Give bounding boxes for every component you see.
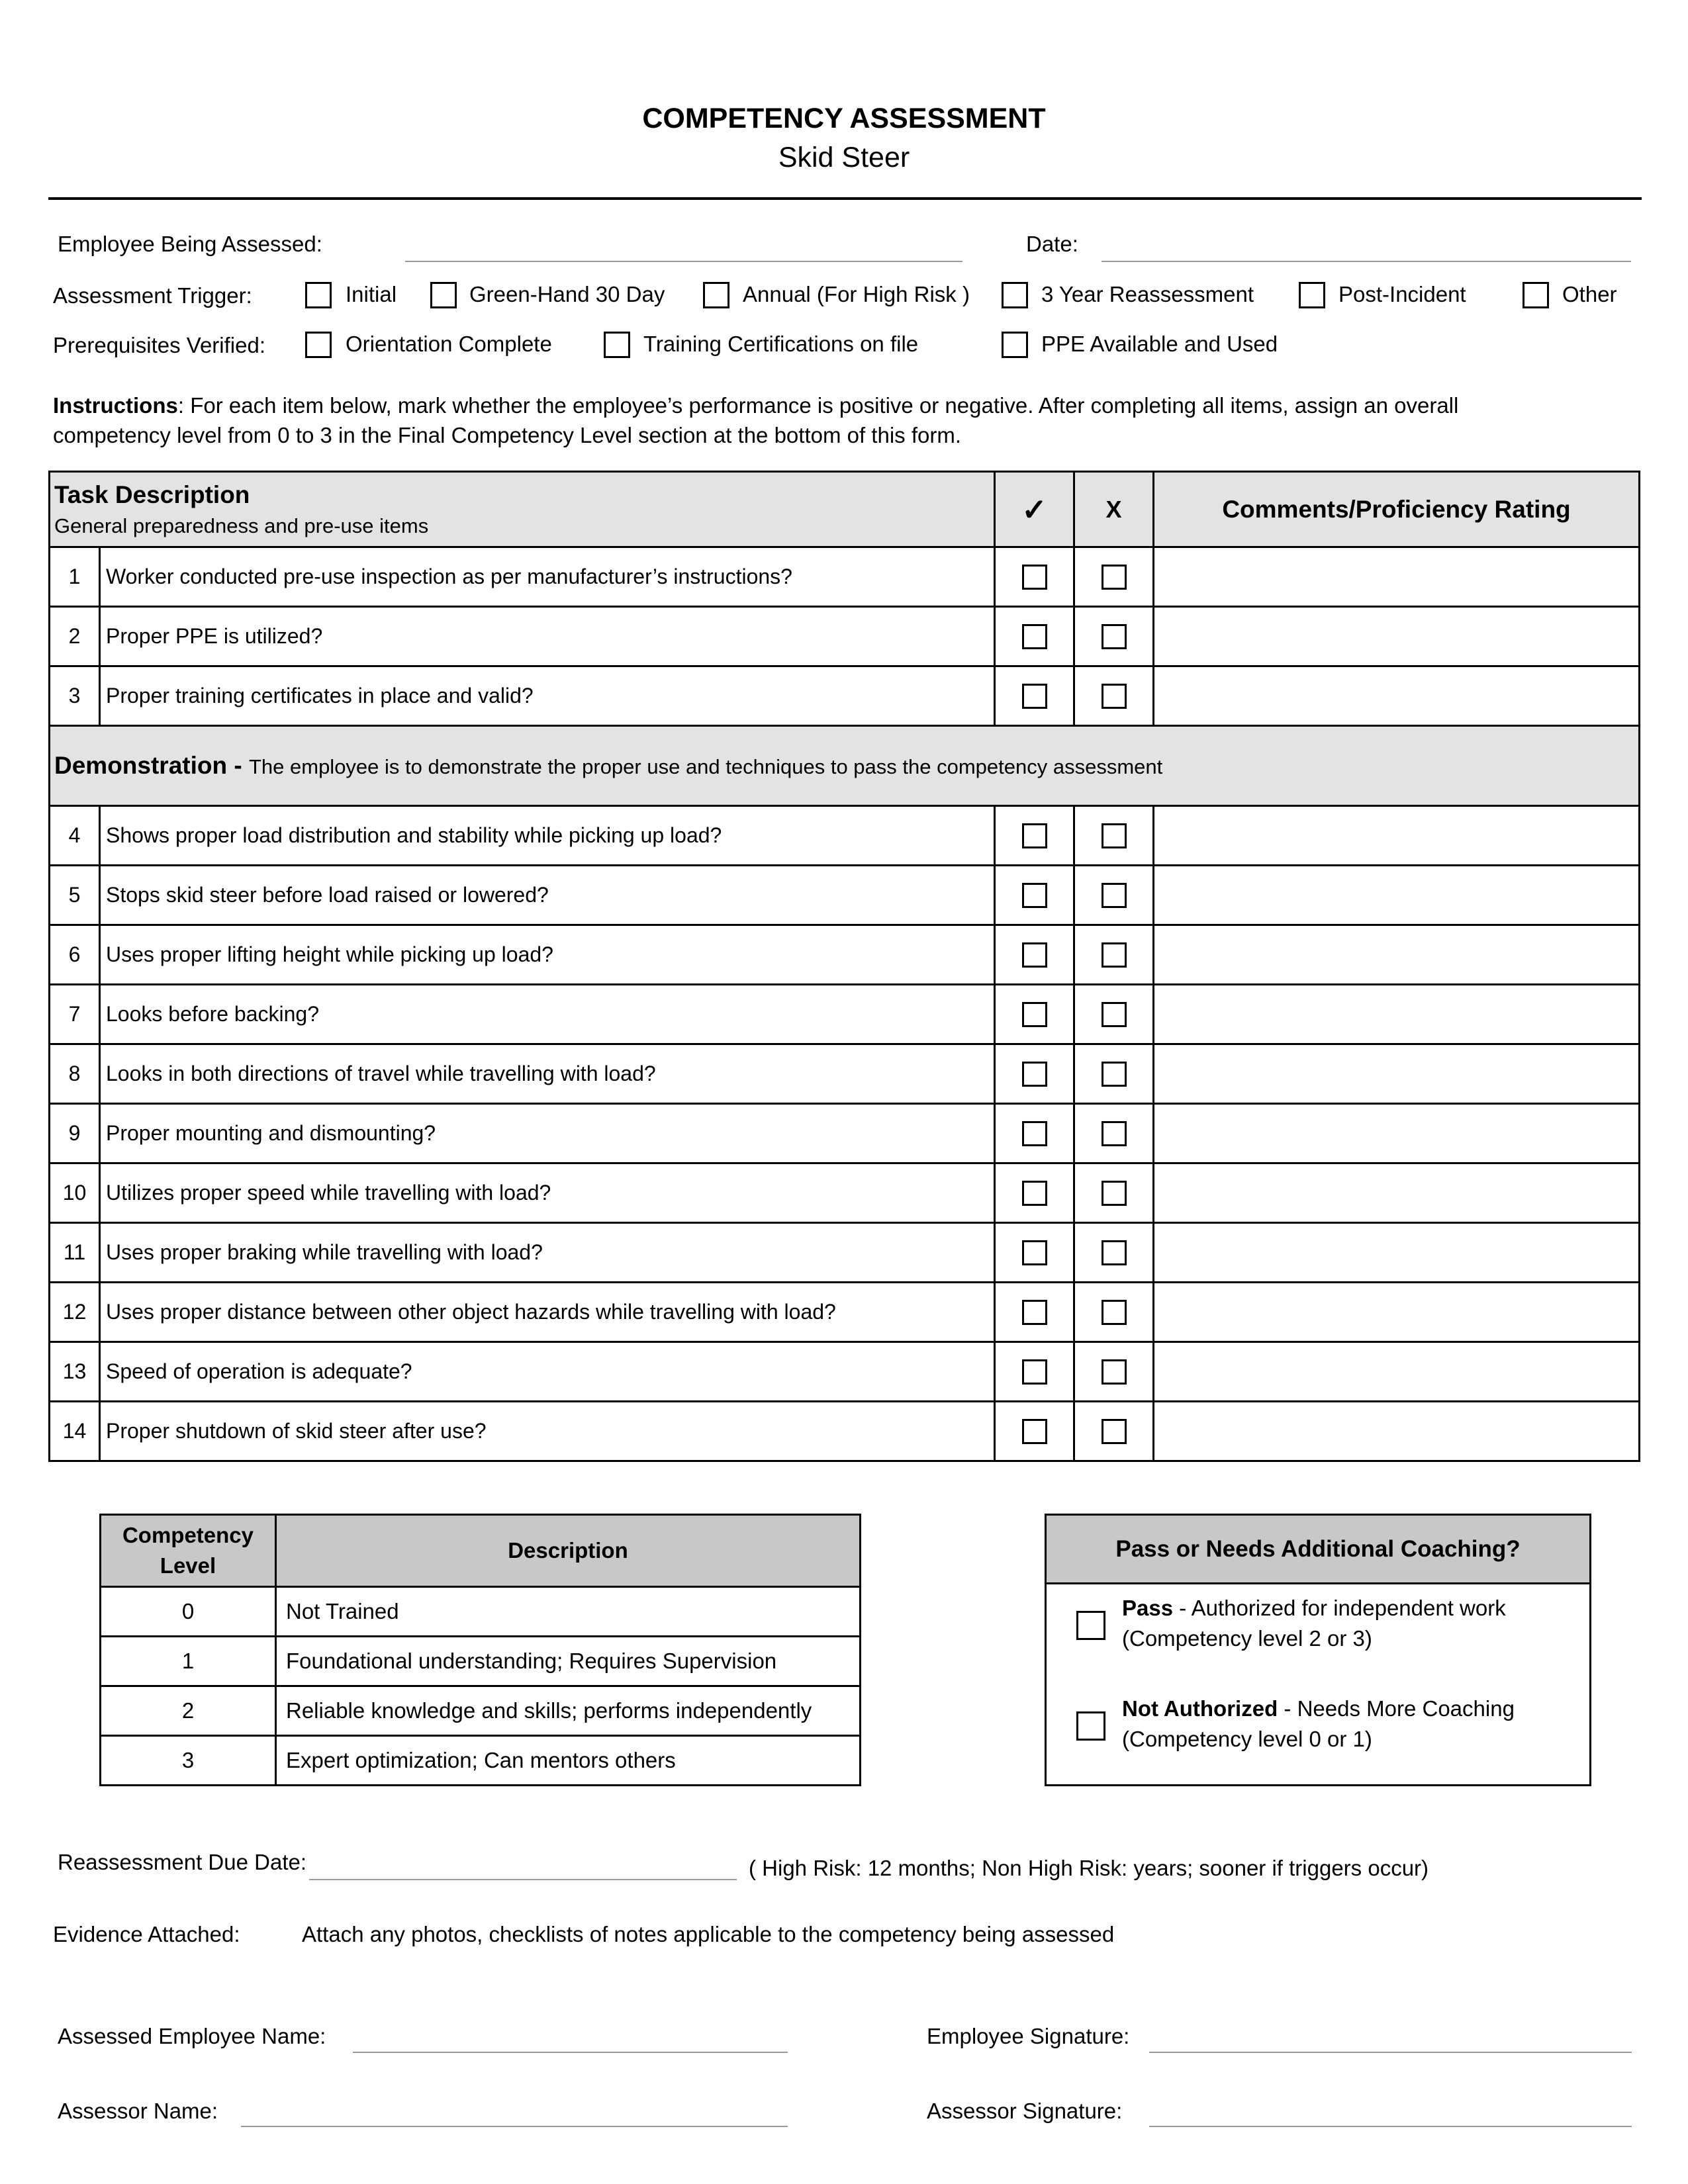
fail-checkbox[interactable] <box>1102 684 1127 709</box>
level-description: Foundational understanding; Requires Supervision <box>276 1637 861 1686</box>
comments-cell[interactable] <box>1154 925 1640 985</box>
employee-signature-field[interactable] <box>1149 2052 1632 2053</box>
trigger-other-checkbox[interactable] <box>1523 282 1549 308</box>
comments-cell[interactable] <box>1154 866 1640 925</box>
fail-checkbox[interactable] <box>1102 1300 1127 1325</box>
reassessment-note: ( High Risk: 12 months; Non High Risk: years; sooner if triggers occur) <box>749 1856 1429 1880</box>
pass-cell <box>995 1402 1074 1461</box>
task-row <box>50 925 1640 985</box>
level-number: 3 <box>101 1736 276 1786</box>
task-row <box>50 666 1640 726</box>
fail-checkbox[interactable] <box>1102 883 1127 908</box>
task-number: 6 <box>50 925 100 985</box>
task-row <box>50 866 1640 925</box>
task-number: 1 <box>50 547 100 607</box>
pass-checkbox[interactable] <box>1076 1611 1105 1640</box>
task-row <box>50 1342 1640 1402</box>
trigger-initial-checkbox[interactable] <box>305 282 332 308</box>
employee-field[interactable] <box>405 261 962 262</box>
task-row <box>50 985 1640 1044</box>
pass-checkbox[interactable] <box>1022 1359 1047 1385</box>
task-row <box>50 1044 1640 1104</box>
prereq-orientation-label: Orientation Complete <box>346 332 552 356</box>
pass-cell <box>995 607 1074 666</box>
level-number: 2 <box>101 1686 276 1736</box>
not-authorized-line-2: (Competency level 0 or 1) <box>1122 1727 1372 1751</box>
fail-cell <box>1074 1104 1154 1163</box>
evidence-label: Evidence Attached: <box>53 1922 240 1946</box>
demonstration-header: Demonstration - The employee is to demonstrate the proper use and techniques to pass the competency assessment <box>50 726 1640 806</box>
pass-cell <box>995 925 1074 985</box>
fail-cell <box>1074 1163 1154 1223</box>
task-row <box>50 1402 1640 1461</box>
task-table <box>48 471 1640 1462</box>
fail-checkbox[interactable] <box>1102 1002 1127 1027</box>
pass-checkbox[interactable] <box>1022 883 1047 908</box>
task-text: Shows proper load distribution and stability while picking up load? <box>100 806 995 866</box>
trigger-annual-checkbox[interactable] <box>703 282 729 308</box>
pass-checkbox[interactable] <box>1022 1240 1047 1265</box>
comments-cell[interactable] <box>1154 985 1640 1044</box>
pass-option-line-1: Pass - Authorized for independent work <box>1122 1596 1506 1620</box>
prereq-ppe-checkbox[interactable] <box>1002 332 1028 358</box>
task-text: Proper mounting and dismounting? <box>100 1104 995 1163</box>
comments-cell[interactable] <box>1154 806 1640 866</box>
level-description: Reliable knowledge and skills; performs independently <box>276 1686 861 1736</box>
pass-checkbox[interactable] <box>1022 942 1047 968</box>
trigger-greenhand-checkbox[interactable] <box>430 282 457 308</box>
trigger-postincident-label: Post-Incident <box>1338 282 1466 306</box>
demonstration-row <box>50 726 1640 806</box>
evidence-text: Attach any photos, checklists of notes applicable to the competency being assessed <box>302 1922 1115 1946</box>
pass-cell <box>995 666 1074 726</box>
competency-level-row <box>101 1736 861 1786</box>
task-number: 5 <box>50 866 100 925</box>
fail-cell <box>1074 607 1154 666</box>
prereq-certifications-checkbox[interactable] <box>604 332 630 358</box>
fail-cell <box>1074 666 1154 726</box>
task-text: Speed of operation is adequate? <box>100 1342 995 1402</box>
pass-cell <box>995 866 1074 925</box>
assessed-employee-name-field[interactable] <box>353 2052 788 2053</box>
fail-cell <box>1074 1223 1154 1283</box>
competency-level-row <box>101 1686 861 1736</box>
trigger-label: Assessment Trigger: <box>53 283 252 308</box>
fail-cell <box>1074 866 1154 925</box>
level-number: 0 <box>101 1587 276 1637</box>
task-text: Stops skid steer before load raised or lowered? <box>100 866 995 925</box>
fail-cell <box>1074 925 1154 985</box>
pass-coaching-box <box>1045 1514 1591 1786</box>
task-text: Looks before backing? <box>100 985 995 1044</box>
task-number: 7 <box>50 985 100 1044</box>
fail-checkbox[interactable] <box>1102 565 1127 590</box>
task-number: 8 <box>50 1044 100 1104</box>
task-number: 3 <box>50 666 100 726</box>
comments-cell[interactable] <box>1154 1283 1640 1342</box>
pass-checkbox[interactable] <box>1022 1419 1047 1444</box>
instructions-line-1: Instructions: For each item below, mark whether the employee’s performance is positive or negative. After completing all items, assign an overall <box>53 393 1459 418</box>
trigger-annual-label: Annual (For High Risk ) <box>743 282 970 306</box>
task-row <box>50 607 1640 666</box>
task-text: Uses proper lifting height while picking up load? <box>100 925 995 985</box>
pass-cell <box>995 1104 1074 1163</box>
fail-cell <box>1074 985 1154 1044</box>
task-row <box>50 1163 1640 1223</box>
fail-checkbox[interactable] <box>1102 1240 1127 1265</box>
fail-checkbox[interactable] <box>1102 1359 1127 1385</box>
assessor-signature-field[interactable] <box>1149 2126 1632 2127</box>
task-number: 11 <box>50 1223 100 1283</box>
competency-level-header: Competency Level <box>101 1515 276 1587</box>
fail-checkbox[interactable] <box>1102 942 1127 968</box>
fail-cell <box>1074 547 1154 607</box>
pass-checkbox[interactable] <box>1022 1002 1047 1027</box>
task-row <box>50 1104 1640 1163</box>
pass-cell <box>995 806 1074 866</box>
task-text: Looks in both directions of travel while travelling with load? <box>100 1044 995 1104</box>
task-text: Uses proper distance between other object hazards while travelling with load? <box>100 1283 995 1342</box>
fail-cell <box>1074 1402 1154 1461</box>
comments-cell[interactable] <box>1154 607 1640 666</box>
trigger-3year-checkbox[interactable] <box>1002 282 1028 308</box>
task-number: 13 <box>50 1342 100 1402</box>
prereq-certifications-label: Training Certifications on file <box>643 332 919 356</box>
trigger-postincident-checkbox[interactable] <box>1299 282 1325 308</box>
task-row <box>50 1223 1640 1283</box>
not-authorized-line-1: Not Authorized - Needs More Coaching <box>1122 1696 1515 1721</box>
pass-cell <box>995 547 1074 607</box>
task-text: Uses proper braking while travelling with load? <box>100 1223 995 1283</box>
fail-checkbox[interactable] <box>1102 1181 1127 1206</box>
task-text: Utilizes proper speed while travelling with load? <box>100 1163 995 1223</box>
pass-checkbox[interactable] <box>1022 624 1047 649</box>
competency-level-table <box>99 1514 861 1786</box>
competency-level-row <box>101 1637 861 1686</box>
instructions-bold: Instructions <box>53 393 178 418</box>
pass-cell <box>995 1044 1074 1104</box>
pass-cell <box>995 1163 1074 1223</box>
pass-checkbox[interactable] <box>1022 1121 1047 1146</box>
comments-cell[interactable] <box>1154 1044 1640 1104</box>
assessor-name-field[interactable] <box>241 2126 788 2127</box>
trigger-initial-label: Initial <box>346 282 397 306</box>
pass-checkbox[interactable] <box>1022 684 1047 709</box>
task-description-header: Task Description General preparedness and pre-use items <box>50 472 995 547</box>
pass-coaching-header: Pass or Needs Additional Coaching? <box>1047 1516 1589 1584</box>
task-number: 4 <box>50 806 100 866</box>
fail-cell <box>1074 806 1154 866</box>
fail-checkbox[interactable] <box>1102 624 1127 649</box>
assessed-employee-name-label: Assessed Employee Name: <box>58 2024 326 2048</box>
level-description: Not Trained <box>276 1587 861 1637</box>
prereq-ppe-label: PPE Available and Used <box>1041 332 1278 356</box>
comments-cell[interactable] <box>1154 1104 1640 1163</box>
task-number: 14 <box>50 1402 100 1461</box>
fail-column-header: X <box>1074 472 1154 547</box>
task-text: Proper shutdown of skid steer after use? <box>100 1402 995 1461</box>
pass-cell <box>995 1283 1074 1342</box>
instructions-line-2: competency level from 0 to 3 in the Final Competency Level section at the bottom of this form. <box>53 423 961 447</box>
pass-column-header: ✓ <box>995 472 1074 547</box>
task-row <box>50 1283 1640 1342</box>
task-row <box>50 547 1640 607</box>
fail-cell <box>1074 1283 1154 1342</box>
comments-cell[interactable] <box>1154 1163 1640 1223</box>
comments-cell[interactable] <box>1154 1402 1640 1461</box>
task-number: 10 <box>50 1163 100 1223</box>
pass-cell <box>995 1342 1074 1402</box>
form-title: COMPETENCY ASSESSMENT <box>642 103 1046 134</box>
task-table-header <box>50 472 1640 547</box>
trigger-other-label: Other <box>1562 282 1617 306</box>
trigger-greenhand-label: Green-Hand 30 Day <box>469 282 665 306</box>
level-number: 1 <box>101 1637 276 1686</box>
task-number: 2 <box>50 607 100 666</box>
task-row <box>50 806 1640 866</box>
task-number: 12 <box>50 1283 100 1342</box>
comments-cell[interactable] <box>1154 666 1640 726</box>
task-number: 9 <box>50 1104 100 1163</box>
comments-column-header: Comments/Proficiency Rating <box>1154 472 1640 547</box>
trigger-3year-label: 3 Year Reassessment <box>1041 282 1254 306</box>
prereq-orientation-checkbox[interactable] <box>305 332 332 358</box>
reassessment-date-field[interactable] <box>309 1879 737 1880</box>
pass-checkbox[interactable] <box>1022 1181 1047 1206</box>
pass-cell <box>995 1223 1074 1283</box>
assessor-name-label: Assessor Name: <box>58 2099 218 2123</box>
pass-cell <box>995 985 1074 1044</box>
level-description: Expert optimization; Can mentors others <box>276 1736 861 1786</box>
not-authorized-checkbox[interactable] <box>1076 1711 1105 1741</box>
date-field[interactable] <box>1102 261 1631 262</box>
pass-checkbox[interactable] <box>1022 1300 1047 1325</box>
comments-cell[interactable] <box>1154 547 1640 607</box>
competency-level-row <box>101 1587 861 1637</box>
pass-checkbox[interactable] <box>1022 823 1047 848</box>
comments-cell[interactable] <box>1154 1223 1640 1283</box>
reassessment-label: Reassessment Due Date: <box>58 1850 307 1874</box>
pass-option-line-2: (Competency level 2 or 3) <box>1122 1626 1372 1651</box>
employee-label: Employee Being Assessed: <box>58 232 322 256</box>
title-divider <box>48 197 1642 200</box>
task-text: Proper PPE is utilized? <box>100 607 995 666</box>
task-text: Worker conducted pre-use inspection as per manufacturer’s instructions? <box>100 547 995 607</box>
form-subtitle: Skid Steer <box>778 142 910 173</box>
fail-checkbox[interactable] <box>1102 1121 1127 1146</box>
fail-checkbox[interactable] <box>1102 823 1127 848</box>
fail-cell <box>1074 1342 1154 1402</box>
prereq-label: Prerequisites Verified: <box>53 333 265 357</box>
employee-signature-label: Employee Signature: <box>927 2024 1130 2048</box>
fail-checkbox[interactable] <box>1102 1062 1127 1087</box>
description-header: Description <box>276 1515 861 1587</box>
pass-checkbox[interactable] <box>1022 1062 1047 1087</box>
task-text: Proper training certificates in place and valid? <box>100 666 995 726</box>
comments-cell[interactable] <box>1154 1342 1640 1402</box>
pass-checkbox[interactable] <box>1022 565 1047 590</box>
fail-cell <box>1074 1044 1154 1104</box>
fail-checkbox[interactable] <box>1102 1419 1127 1444</box>
date-label: Date: <box>1026 232 1078 256</box>
assessor-signature-label: Assessor Signature: <box>927 2099 1123 2123</box>
